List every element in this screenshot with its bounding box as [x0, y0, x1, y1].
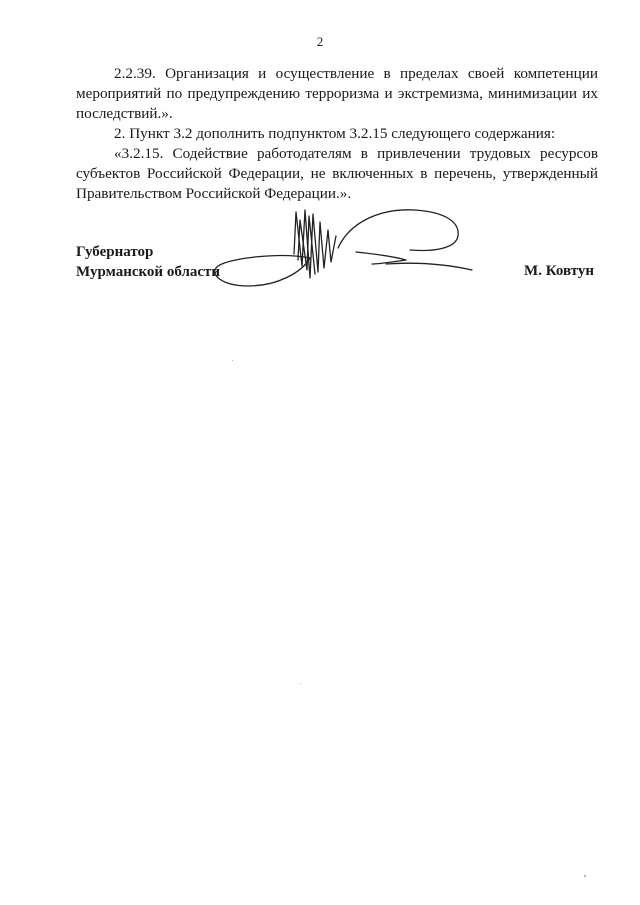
document-body: [76, 64, 598, 204]
handwritten-signature: [210, 200, 510, 310]
paragraph-item-2: 2. Пункт 3.2 дополнить подпунктом 3.2.15 следующего содержания:: [114, 125, 556, 142]
paragraph-2-2-39: 2.2.39. Организация и осуществление в пределах своей компетенции мероприятий по предупреждению терроризма и экстремизма, минимизации их последствий.».: [76, 65, 598, 122]
paragraph-3-2-15: «3.2.15. Содействие работодателям в привлечении трудовых ресурсов субъектов Российской Федерации, не включенных в перечень, утвержденный Правительством Российской Федерации.».: [76, 145, 598, 202]
scan-speck: [584, 875, 586, 877]
scan-speck: [232, 360, 233, 361]
scan-speck: [300, 683, 301, 684]
signatory-position: [76, 242, 220, 282]
page-number: 2: [316, 34, 324, 49]
signatory-position-title: Губернатор: [76, 244, 154, 260]
signatory-position-region: Мурманской области: [76, 264, 221, 280]
signatory-name: М. Ковтун: [524, 263, 594, 279]
